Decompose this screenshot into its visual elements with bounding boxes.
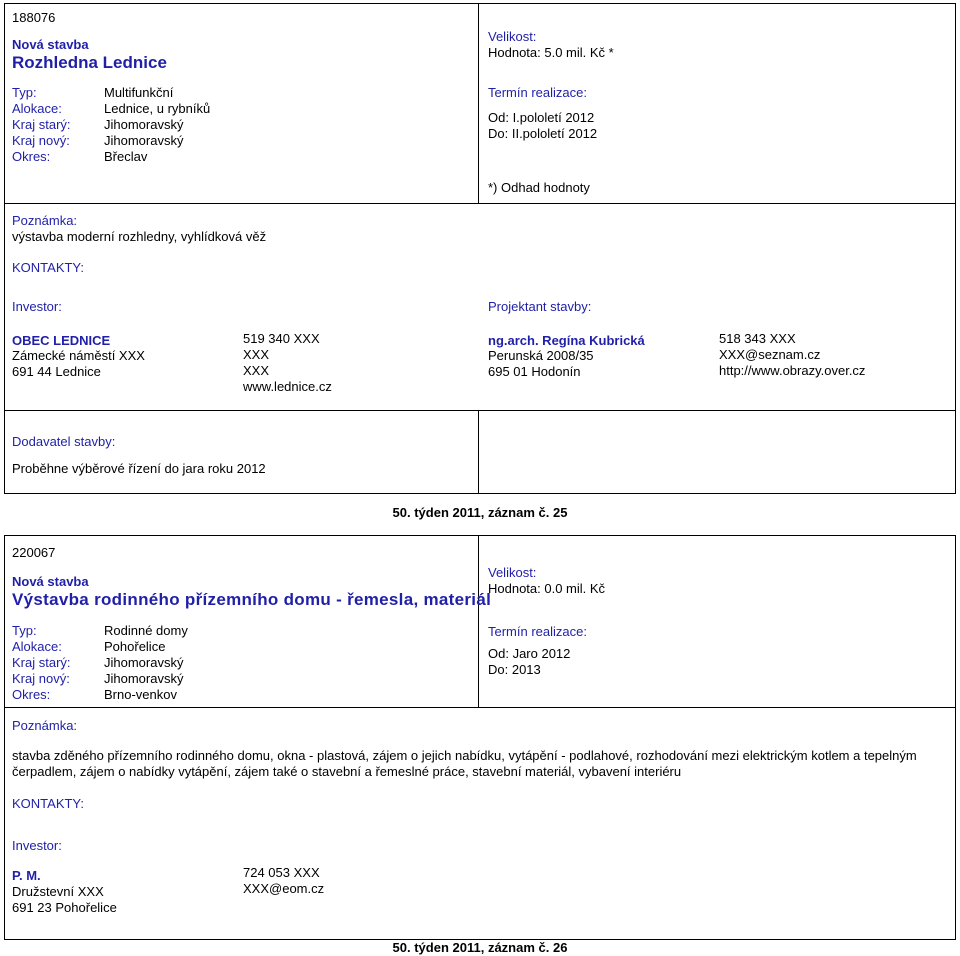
investor-email: XXX@eom.cz [243, 881, 325, 896]
field-value: Rodinné domy [104, 623, 188, 638]
field-value: Multifunkční [104, 85, 174, 100]
field-alokace [12, 101, 432, 117]
designer-address-line-2: 695 01 Hodonín [488, 364, 581, 379]
field-label: Okres: [12, 687, 51, 702]
estimate-note: *) Odhad hodnoty [488, 180, 590, 195]
note-text-line-2: čerpadlem, zájem o nabídky vytápění, zájem také o stavební a řemeslné práce, stavební materiál, vybavení interiéru [12, 764, 682, 779]
field-alokace [12, 639, 432, 655]
record-id: 188076 [12, 10, 56, 25]
field-label: Kraj nový: [12, 133, 70, 148]
investor-label: Investor: [12, 299, 62, 314]
field-typ [12, 85, 432, 101]
record-1-supplier-right-box [478, 410, 956, 494]
field-kraj-novy [12, 671, 432, 687]
record-2-note-box [4, 707, 956, 940]
field-label: Kraj starý: [12, 655, 71, 670]
investor-contact-3: XXX [243, 363, 270, 378]
record-1-meta-box [478, 3, 956, 204]
size-label: Velikost: [488, 29, 537, 44]
field-label: Kraj starý: [12, 117, 71, 132]
field-value: Lednice, u rybníků [104, 101, 211, 116]
investor-phone: 519 340 XXX [243, 331, 320, 346]
field-label: Okres: [12, 149, 51, 164]
investor-web: www.lednice.cz [243, 379, 332, 394]
size-value: Hodnota: 0.0 mil. Kč [488, 581, 606, 596]
contacts-label: KONTAKTY: [12, 796, 84, 811]
note-text-line-1: stavba zděného přízemního rodinného domu, okna - plastová, zájem o jejich nabídku, vytápění - podlahové, rozhodování mezi elektrickým kotlem a tepelným [12, 748, 917, 763]
designer-label: Projektant stavby: [488, 299, 592, 314]
field-value: Jihomoravský [104, 117, 184, 132]
term-label: Termín realizace: [488, 624, 587, 639]
term-from: Od: Jaro 2012 [488, 646, 571, 661]
investor-name: OBEC LEDNICE [12, 333, 111, 348]
record-category: Nová stavba [12, 574, 89, 589]
field-value: Pohořelice [104, 639, 166, 654]
designer-email: XXX@seznam.cz [719, 347, 821, 362]
record-title: Výstavba rodinného přízemního domu - řemesla, materiál [12, 590, 492, 609]
investor-address-line-2: 691 23 Pohořelice [12, 900, 117, 915]
investor-address-line-1: Družstevní XXX [12, 884, 104, 899]
investor-label: Investor: [12, 838, 62, 853]
field-label: Alokace: [12, 101, 62, 116]
record-1-fields [12, 85, 432, 169]
field-okres [12, 687, 432, 703]
record-2-meta-box [478, 535, 956, 708]
field-okres [12, 149, 432, 165]
field-kraj-stary [12, 655, 432, 671]
designer-address-line-1: Perunská 2008/35 [488, 348, 594, 363]
size-label: Velikost: [488, 565, 537, 580]
investor-contact-2: XXX [243, 347, 270, 362]
field-value: Břeclav [104, 149, 148, 164]
record-footer: 50. týden 2011, záznam č. 25 [392, 505, 568, 520]
supplier-label: Dodavatel stavby: [12, 434, 116, 449]
investor-address-line-2: 691 44 Lednice [12, 364, 101, 379]
designer-web: http://www.obrazy.over.cz [719, 363, 866, 378]
field-typ [12, 623, 432, 639]
term-to: Do: 2013 [488, 662, 541, 677]
field-value: Jihomoravský [104, 671, 184, 686]
field-value: Jihomoravský [104, 133, 184, 148]
designer-phone: 518 343 XXX [719, 331, 796, 346]
field-label: Typ: [12, 623, 37, 638]
contacts-label: KONTAKTY: [12, 260, 84, 275]
record-1-supplier-box [4, 410, 479, 494]
note-text: výstavba moderní rozhledny, vyhlídková věž [12, 229, 267, 244]
investor-name: P. M. [12, 868, 41, 883]
term-label: Termín realizace: [488, 85, 587, 100]
record-id: 220067 [12, 545, 56, 560]
supplier-text: Proběhne výběrové řízení do jara roku 2012 [12, 461, 266, 476]
size-value: Hodnota: 5.0 mil. Kč * [488, 45, 614, 60]
field-label: Alokace: [12, 639, 62, 654]
record-category: Nová stavba [12, 37, 89, 52]
field-kraj-stary [12, 117, 432, 133]
field-kraj-novy [12, 133, 432, 149]
record-title: Rozhledna Lednice [12, 53, 167, 72]
investor-address-line-1: Zámecké náměstí XXX [12, 348, 145, 363]
designer-name: ng.arch. Regína Kubrická [488, 333, 645, 348]
note-label: Poznámka: [12, 718, 78, 733]
note-label: Poznámka: [12, 213, 78, 228]
record-footer: 50. týden 2011, záznam č. 26 [392, 940, 568, 955]
term-from: Od: I.pololetí 2012 [488, 110, 595, 125]
field-label: Kraj nový: [12, 671, 70, 686]
field-label: Typ: [12, 85, 37, 100]
investor-phone: 724 053 XXX [243, 865, 320, 880]
field-value: Brno-venkov [104, 687, 177, 702]
field-value: Jihomoravský [104, 655, 184, 670]
term-to: Do: II.pololetí 2012 [488, 126, 598, 141]
record-2-fields [12, 623, 432, 707]
